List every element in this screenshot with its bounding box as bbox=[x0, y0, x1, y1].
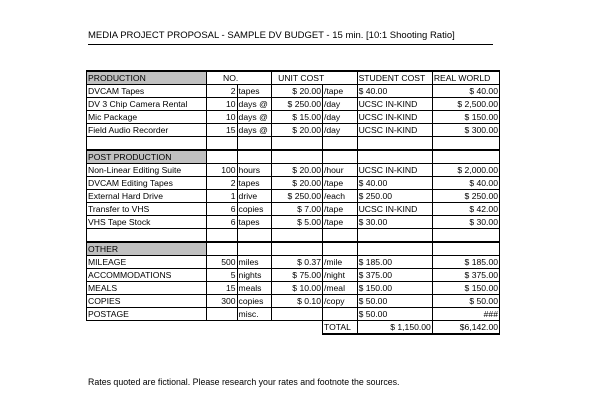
per-unit: /each bbox=[322, 190, 357, 203]
real-world-cost: $ 250.00 bbox=[432, 190, 499, 203]
item-name: Transfer to VHS bbox=[87, 203, 207, 216]
unit-cost: $ 20.00 bbox=[272, 164, 323, 177]
total-real-world-cost: $6,142.00 bbox=[432, 321, 499, 335]
empty-cell bbox=[272, 242, 323, 256]
quantity: 5 bbox=[207, 269, 238, 282]
per-unit: /tape bbox=[322, 216, 357, 229]
student-cost: UCSC IN-KIND bbox=[357, 98, 432, 111]
document-title: MEDIA PROJECT PROPOSAL - SAMPLE DV BUDGET - 15 min. [10:1 Shooting Ratio] bbox=[88, 30, 493, 45]
item-name: External Hard Drive bbox=[87, 190, 207, 203]
real-world-cost: $ 375.00 bbox=[432, 269, 499, 282]
table-row bbox=[87, 85, 500, 98]
unit-cost: $ 7.00 bbox=[272, 203, 323, 216]
empty-cell bbox=[87, 137, 207, 151]
table-row bbox=[87, 190, 500, 203]
real-world-cost: $ 150.00 bbox=[432, 282, 499, 295]
header-row bbox=[87, 71, 500, 85]
student-cost: $ 50.00 bbox=[357, 295, 432, 308]
table-row bbox=[87, 124, 500, 137]
empty-cell bbox=[432, 137, 499, 151]
unit-cost: $ 5.00 bbox=[272, 216, 323, 229]
unit: hours bbox=[237, 164, 272, 177]
quantity: 15 bbox=[207, 282, 238, 295]
item-name: MEALS bbox=[87, 282, 207, 295]
quantity: 10 bbox=[207, 98, 238, 111]
per-unit: /day bbox=[322, 98, 357, 111]
table-row bbox=[87, 308, 500, 321]
empty-cell bbox=[207, 150, 238, 164]
quantity: 15 bbox=[207, 124, 238, 137]
empty-cell bbox=[87, 321, 207, 335]
student-cost: $ 250.00 bbox=[357, 190, 432, 203]
empty-cell bbox=[237, 150, 272, 164]
real-world-cost: $ 2,500.00 bbox=[432, 98, 499, 111]
total-student-cost: $ 1,150.00 bbox=[357, 321, 432, 335]
table-row bbox=[87, 111, 500, 124]
student-cost: $ 30.00 bbox=[357, 216, 432, 229]
empty-cell bbox=[207, 229, 238, 243]
quantity: 10 bbox=[207, 111, 238, 124]
item-name: COPIES bbox=[87, 295, 207, 308]
section-header-post-production: POST PRODUCTION bbox=[87, 150, 207, 164]
empty-cell bbox=[272, 229, 323, 243]
real-world-cost: $ 50.00 bbox=[432, 295, 499, 308]
unit: days @ bbox=[237, 124, 272, 137]
empty-cell bbox=[322, 242, 357, 256]
section-row bbox=[87, 150, 500, 164]
item-name: ACCOMMODATIONS bbox=[87, 269, 207, 282]
unit: meals bbox=[237, 282, 272, 295]
table-row bbox=[87, 177, 500, 190]
empty-cell bbox=[272, 321, 323, 335]
per-unit: /tape bbox=[322, 177, 357, 190]
col-header-unit-cost: UNIT COST bbox=[272, 71, 357, 85]
unit-cost: $ 10.00 bbox=[272, 282, 323, 295]
quantity: 2 bbox=[207, 177, 238, 190]
empty-cell bbox=[322, 137, 357, 151]
budget-table-body bbox=[87, 71, 500, 334]
item-name: VHS Tape Stock bbox=[87, 216, 207, 229]
unit: days @ bbox=[237, 98, 272, 111]
empty-cell bbox=[237, 229, 272, 243]
per-unit bbox=[322, 308, 357, 321]
unit-cost: $ 20.00 bbox=[272, 177, 323, 190]
table-row bbox=[87, 282, 500, 295]
item-name: DVCAM Editing Tapes bbox=[87, 177, 207, 190]
student-cost: $ 40.00 bbox=[357, 85, 432, 98]
empty-cell bbox=[272, 137, 323, 151]
item-name: Non-Linear Editing Suite bbox=[87, 164, 207, 177]
student-cost: $ 40.00 bbox=[357, 177, 432, 190]
student-cost: UCSC IN-KIND bbox=[357, 124, 432, 137]
real-world-cost: ### bbox=[432, 308, 499, 321]
section-header-other: OTHER bbox=[87, 242, 207, 256]
table-row bbox=[87, 164, 500, 177]
per-unit: /tape bbox=[322, 203, 357, 216]
item-name: POSTAGE bbox=[87, 308, 207, 321]
empty-cell bbox=[357, 150, 432, 164]
spacer-row bbox=[87, 229, 500, 243]
empty-cell bbox=[272, 150, 323, 164]
unit-cost bbox=[272, 308, 323, 321]
empty-cell bbox=[207, 137, 238, 151]
student-cost: UCSC IN-KIND bbox=[357, 164, 432, 177]
item-name: DV 3 Chip Camera Rental bbox=[87, 98, 207, 111]
per-unit: /tape bbox=[322, 85, 357, 98]
student-cost: UCSC IN-KIND bbox=[357, 111, 432, 124]
table-row bbox=[87, 295, 500, 308]
quantity: 1 bbox=[207, 190, 238, 203]
real-world-cost: $ 40.00 bbox=[432, 85, 499, 98]
empty-cell bbox=[357, 137, 432, 151]
unit: copies bbox=[237, 203, 272, 216]
student-cost: $ 375.00 bbox=[357, 269, 432, 282]
real-world-cost: $ 300.00 bbox=[432, 124, 499, 137]
table-row bbox=[87, 256, 500, 269]
student-cost: $ 185.00 bbox=[357, 256, 432, 269]
empty-cell bbox=[237, 242, 272, 256]
unit-cost: $ 75.00 bbox=[272, 269, 323, 282]
unit-cost: $ 0.37 bbox=[272, 256, 323, 269]
empty-cell bbox=[432, 229, 499, 243]
unit-cost: $ 250.00 bbox=[272, 190, 323, 203]
unit: drive bbox=[237, 190, 272, 203]
empty-cell bbox=[237, 321, 272, 335]
item-name: Mic Package bbox=[87, 111, 207, 124]
col-header-no: NO. bbox=[207, 71, 272, 85]
real-world-cost: $ 30.00 bbox=[432, 216, 499, 229]
item-name: DVCAM Tapes bbox=[87, 85, 207, 98]
per-unit: /hour bbox=[322, 164, 357, 177]
quantity: 100 bbox=[207, 164, 238, 177]
unit: nights bbox=[237, 269, 272, 282]
quantity: 300 bbox=[207, 295, 238, 308]
real-world-cost: $ 40.00 bbox=[432, 177, 499, 190]
item-name: Field Audio Recorder bbox=[87, 124, 207, 137]
quantity: 6 bbox=[207, 216, 238, 229]
empty-cell bbox=[357, 242, 432, 256]
per-unit: /copy bbox=[322, 295, 357, 308]
budget-table bbox=[86, 70, 500, 335]
real-world-cost: $ 2,000.00 bbox=[432, 164, 499, 177]
quantity: 500 bbox=[207, 256, 238, 269]
per-unit: /night bbox=[322, 269, 357, 282]
empty-cell bbox=[322, 229, 357, 243]
per-unit: /meal bbox=[322, 282, 357, 295]
quantity bbox=[207, 308, 238, 321]
total-row bbox=[87, 321, 500, 335]
unit-cost: $ 20.00 bbox=[272, 124, 323, 137]
real-world-cost: $ 150.00 bbox=[432, 111, 499, 124]
per-unit: /day bbox=[322, 124, 357, 137]
empty-cell bbox=[432, 150, 499, 164]
quantity: 2 bbox=[207, 85, 238, 98]
total-label: TOTAL bbox=[322, 321, 357, 335]
spacer-row bbox=[87, 137, 500, 151]
empty-cell bbox=[237, 137, 272, 151]
unit: misc. bbox=[237, 308, 272, 321]
unit: tapes bbox=[237, 85, 272, 98]
per-unit: /mile bbox=[322, 256, 357, 269]
empty-cell bbox=[87, 229, 207, 243]
table-row bbox=[87, 269, 500, 282]
table-row bbox=[87, 216, 500, 229]
per-unit: /day bbox=[322, 111, 357, 124]
section-row bbox=[87, 242, 500, 256]
empty-cell bbox=[357, 229, 432, 243]
unit-cost: $ 0.10 bbox=[272, 295, 323, 308]
section-header-production: PRODUCTION bbox=[87, 71, 207, 85]
real-world-cost: $ 185.00 bbox=[432, 256, 499, 269]
unit: tapes bbox=[237, 177, 272, 190]
table-row bbox=[87, 203, 500, 216]
empty-cell bbox=[207, 242, 238, 256]
unit: tapes bbox=[237, 216, 272, 229]
col-header-real-world: REAL WORLD bbox=[432, 71, 499, 85]
unit: days @ bbox=[237, 111, 272, 124]
student-cost: $ 150.00 bbox=[357, 282, 432, 295]
unit: miles bbox=[237, 256, 272, 269]
quantity: 6 bbox=[207, 203, 238, 216]
empty-cell bbox=[207, 321, 238, 335]
student-cost: UCSC IN-KIND bbox=[357, 203, 432, 216]
col-header-student-cost: STUDENT COST bbox=[357, 71, 432, 85]
empty-cell bbox=[432, 242, 499, 256]
footnote: Rates quoted are fictional. Please research your rates and footnote the sources. bbox=[88, 377, 400, 387]
real-world-cost: $ 42.00 bbox=[432, 203, 499, 216]
unit: copies bbox=[237, 295, 272, 308]
table-row bbox=[87, 98, 500, 111]
item-name: MILEAGE bbox=[87, 256, 207, 269]
unit-cost: $ 250.00 bbox=[272, 98, 323, 111]
empty-cell bbox=[322, 150, 357, 164]
unit-cost: $ 20.00 bbox=[272, 85, 323, 98]
student-cost: $ 50.00 bbox=[357, 308, 432, 321]
unit-cost: $ 15.00 bbox=[272, 111, 323, 124]
